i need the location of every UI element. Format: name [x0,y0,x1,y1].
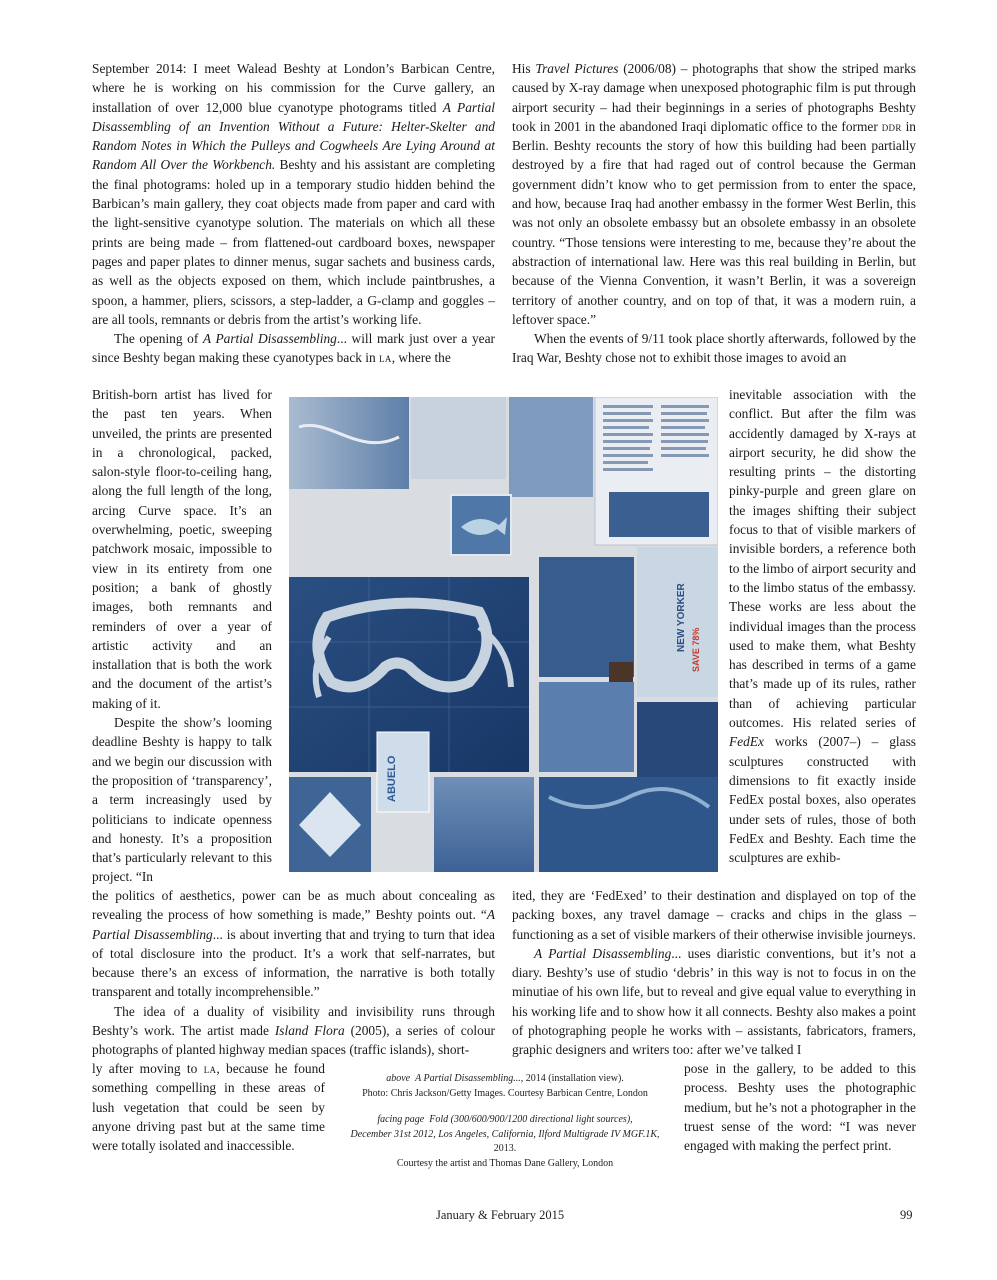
cyanotype-sheet [609,492,709,537]
text-run: la [379,350,392,366]
installation-photo [289,397,718,872]
text-run: ... is about inverting that and trying to turn that idea of total disclosure into the product. It’s a work that self-narrates, but because there’s an excess of information, the narrative is both totally transparent and totally incomprehensible.” [92,926,495,1000]
text-run: The opening of [114,331,203,347]
paragraph [92,59,495,329]
artwork-title: Travel Pictures [535,61,619,76]
artwork-title: A Partial Disassembling [92,907,495,942]
photo-caption [338,1072,672,1171]
col-left-tail [92,1059,325,1155]
text-run: in Berlin. Beshty recounts the story of how this building had been partially destroyed by a fire that had raged out of control because the German government didn’t know who to get permission from to enter the space, and how, because Iraq had another embassy in the former West Berlin, this was not only an obsolete embassy but an obsolete embassy in an obsolete country. “Those tensions were interesting to me, because they’re about the abstraction of international law. Here was this real building in Berlin, but because of the Vienna Convention, it wasn’t Berlin, it was a sovereign territory of another country, and on top of that, it was a modern ruin, a leftover space.” [512,118,917,327]
artwork-title: A Partial Disassembling [534,945,672,961]
col-right-bottom [512,886,916,1060]
cyanotype-sheet [289,397,409,489]
text-run: ly after moving to [92,1061,204,1076]
paragraph [512,59,916,329]
paragraph: When the events of 9/11 took place shortly afterwards, followed by the Iraq War, Beshty chose not to exhibit those images to avoid an [512,331,916,366]
caption-credit: Photo: Chris Jackson/Getty Images. Courtesy Barbican Centre, London [362,1087,648,1099]
caption-credit: Courtesy the artist and Thomas Dane Gallery, London [396,1157,614,1169]
text-run: , where the [391,350,451,366]
paragraph [512,944,916,1060]
caption-label: facing page [377,1114,425,1125]
cyanotype-sheet [411,397,506,479]
cyanotype-sheet [637,702,718,777]
text-run: The idea of a duality of visibility and invisibility runs through Beshty’s work. The artist made [92,1003,495,1039]
issue-date: January & February 2015 [436,1208,565,1222]
paragraph [729,385,916,867]
card-brand: ABUELO [386,755,398,802]
text-run: ... uses diaristic conventions, but it’s not a diary. Beshty’s use of studio ‘debris’ in this way is not to focus in on the minutiae of his own life, but to reveal and give equal value to everything in his working life and to show how it all connects. Beshty also makes a point of photographing people he works with – assistants, fabricators, framers, graphic designers and writers too: after we’ve talked I [512,945,916,1058]
text-run: la [203,1061,217,1076]
paragraph [92,886,495,1002]
artwork-title: Island Flora [274,1023,345,1039]
text-run: His [512,61,536,76]
cyanotype-sheet [539,682,634,772]
cyanotype-sheet [509,397,593,497]
paragraph [92,329,495,368]
cyanotype-sheet [434,777,534,872]
text-run: inevitable association with the conflict. But after the film was accidently damaged by X-rays at airport security, he did show the resulting prints – the distorting pinky-purple and green glare on the images shifting their subject focus to that of visible markers of invisible borders, a reference both to the limbo of airport security and to the limbo status of the embassy. These works are less about the individual images than the process used to make them, what Beshty has described in terms of a game that’s made up of its rules, rather than of achieving particular outcomes. His related series of [729,387,916,731]
paragraph: British-born artist has lived for the past ten years. When unveiled, the prints are presented in a chronological, packed, salon-style floor-to-ceiling hang, along the full length of the long, arcing Curve space. It’s an overwhelming, poetic, sweeping patchwork mosaic, impossible to view in its entirety from one position; a bank of ghostly images, both remnants and reminders of over a year of artistic activity and an installation that is both the work and the document of the artist’s making of it. [92,387,272,711]
artwork-title: FedEx [729,734,764,750]
col-left-narrow [92,385,272,887]
caption-line [338,1072,672,1087]
sale-label: SAVE 78% [691,627,701,672]
paragraph [92,1002,495,1060]
cyanotype-sheet [539,777,718,872]
caption-text: , 2013. [493,1128,660,1154]
caption-title: A Partial Disassembling... [415,1073,521,1084]
text-run: September 2014: I meet Walead Beshty at London’s Barbican Centre, where he is working on his commission for the Curve gallery, an installation of over 12,000 blue cyanotype photograms titled [92,61,495,115]
text-run: , because he found something compelling in these areas of lush vegetation that could be seen by anyone driving past but at the same time were totally isolated and inaccessible. [92,1061,325,1154]
paragraph [92,1059,325,1155]
text-run: Beshty and his assistant are completing the final photograms: holed up in a temporary studio hidden behind the Barbican’s main gallery, they coat objects made from paper and card with the light-sensitive cyanotype solution. The materials on which all these prints are being made – from flattened-out cardboard boxes, newspaper pages and paper plates to dinner menus, sugar sachets and business cards, as well as the objects exposed on them, which include paintbrushes, a spoon, a hammer, pliers, scissors, a step-ladder, a G-clamp and goggles – are all tools, remnants or debris from the artist’s working life. [92,157,496,327]
caption-line [338,1128,672,1157]
col-right-tail [684,1059,916,1155]
text-run: ... will mark just over a year since Beshty began making these cyanotypes back in [92,331,495,366]
cyanotype-sheet [539,557,634,677]
magazine-title: NEW YORKER [676,583,687,652]
business-card [377,732,429,812]
col-left-top [92,59,495,368]
text-run: ddr [881,118,902,134]
caption-line [338,1113,672,1128]
caption-text: , 2014 (installation view). [520,1073,624,1084]
page-number: 99 [900,1208,913,1222]
col-right-top [512,59,916,368]
col-right-narrow [729,385,916,867]
paragraph: pose in the gallery, to be added to this process. Beshty uses the photographic medium, but he’s not a photographer in the truest sense of the word: “I was never engaged with making the perfect print. [684,1061,916,1154]
col-left-bottom [92,886,495,1060]
paragraph: Despite the show’s looming deadline Beshty is happy to talk and we begin our discussion with the proposition of ‘transparency’, a term increasingly used by politicians to indicate openness and honesty. It’s a proposition that’s particularly relevant to this project. “In [92,715,272,885]
artwork-title: A Partial Disassembling [202,331,337,347]
text-run: the politics of aesthetics, power can be as much about concealing as revealing the process of how something is made,” Beshty points out. “ [92,888,495,923]
caption-title: Fold (300/600/900/1200 directional light sources), [429,1114,633,1125]
paragraph: ited, they are ‘FedExed’ to their destination and displayed on top of the packing boxes, any travel damage – cracks and chips in the glass – functioning as a set of visible markers of their otherwise invisible journeys. [512,888,916,942]
text-run: works (2007–) – glass sculptures constructed with dimensions to fit exactly inside FedEx postal boxes, also operates under sets of rules, those of both FedEx and Beshty. Each time the sculptures are exhib- [729,734,916,866]
text-run: (2005), a series of colour photographs of planted highway median spaces (traffic islands), short- [92,1023,495,1058]
artwork-title: A Partial Disassembling of an Invention Without a Future: Helter-Skelter and Random Notes in Which the Pulleys and Cogwheels Are Lying Around at Random All Over the Workbench. [92,99,495,173]
caption-title: December 31st 2012, Los Angeles, California, Ilford Multigrade IV MGF.1K [350,1128,658,1140]
caption-label: above [386,1073,411,1084]
text-run: (2006/08) – photographs that show the striped marks caused by X-ray damage when unexposed photographic film is put through airport security – had their beginnings in a series of photographs Beshty took in 2001 in the abandoned Iraqi diplomatic office to the former [512,61,916,134]
